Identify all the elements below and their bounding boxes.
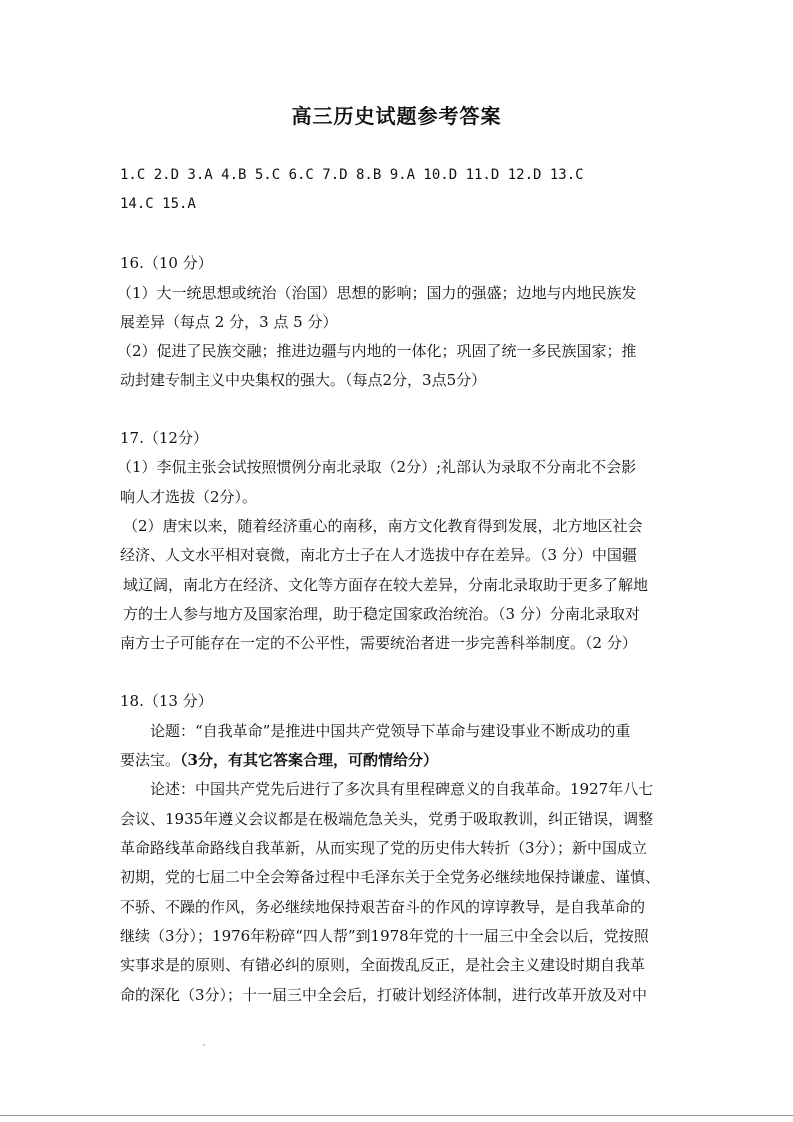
q17-line: （1）李侃主张会试按照惯例分南北录取（2分）;礼部认为录取不分南北不会影 — [117, 458, 637, 476]
q18-heading: 18.（13 分） — [120, 692, 213, 710]
q17-line: 域辽阔，南北方在经济、文化等方面存在较大差异，分南北录取助于更多了解地 — [123, 576, 649, 594]
page-title: 高三历史试题参考答案 — [291, 104, 502, 128]
q18-argument-line: 不骄、不躁的作风，务必继续地保持艰苦奋斗的作风的谆谆教导，是自我革命的 — [120, 898, 646, 916]
mc-answers-row-2: 14.C 15.A — [120, 196, 196, 212]
q18-thesis-end: 要法宝。 — [120, 751, 181, 769]
q17-line: （2）唐宋以来，随着经济重心的南移，南方文化教育得到发展，北方地区社会 — [123, 517, 643, 535]
q17-line: 南方士子可能存在一定的不公平性，需要统治者进一步完善科举制度。（2 分） — [120, 634, 637, 652]
q18-argument-line: 会议、1935年遵义会议都是在极端危急关头，党勇于吸取教训，纠正错误，调整 — [120, 810, 654, 828]
q18-argument: 论述：中国共产党先后进行了多次具有里程碑意义的自我革命。1927年八七 — [150, 780, 654, 798]
q18-scoring-note: （3分，有其它答案合理，可酌情给分） — [180, 751, 438, 769]
q16-line: （2）促进了民族交融；推进边疆与内地的一体化；巩固了统一多民族国家；推 — [117, 342, 637, 360]
q18-argument-line: 实事求是的原则、有错必纠的原则，全面拨乱反正，是社会主义建设时期自我革 — [120, 956, 646, 974]
q18-argument-line: 命的深化（3分）；十一届三中全会后，打破计划经济体制，进行改革开放及对中 — [120, 986, 648, 1004]
scan-speck — [203, 1044, 205, 1046]
q17-line: 方的士人参与地方及国家治理，助于稳定国家政治统治。（3 分）分南北录取对 — [123, 605, 640, 623]
q16-line: 展差异（每点 2 分，3 点 5 分） — [120, 313, 338, 331]
page-bottom-rule — [0, 1115, 793, 1116]
q18-argument-line: 初期，党的七届二中全会筹备过程中毛泽东关于全党务必继续地保持谦虚、谨慎、 — [120, 868, 661, 886]
q16-heading: 16.（10 分） — [120, 254, 213, 272]
q17-line: 经济、人文水平相对衰微，南北方士子在人才选拔中存在差异。（3 分）中国疆 — [120, 546, 637, 564]
mc-answers-row-1: 1.C 2.D 3.A 4.B 5.C 6.C 7.D 8.B 9.A 10.D 11.D 12.D 13.C — [120, 167, 584, 183]
q18-thesis-continued — [120, 749, 680, 771]
q18-argument-line: 继续（3分）；1976年粉碎“四人帮”到1978年党的十一届三中全会以后，党按照 — [120, 927, 649, 945]
q18-argument-line: 革命路线革命路线自我革新，从而实现了党的历史伟大转折（3分）；新中国成立 — [120, 839, 648, 857]
q16-line: （1）大一统思想或统治（治国）思想的影响；国力的强盛；边地与内地民族发 — [117, 284, 637, 302]
q18-thesis: 论题：“自我革命”是推进中国共产党领导下革命与建设事业不断成功的重 — [150, 722, 631, 740]
q17-line: 响人才选拔（2分）。 — [120, 488, 258, 506]
q17-heading: 17.（12分） — [120, 429, 208, 447]
q16-line: 动封建专制主义中央集权的强大。（每点2分，3点5分） — [120, 371, 487, 389]
